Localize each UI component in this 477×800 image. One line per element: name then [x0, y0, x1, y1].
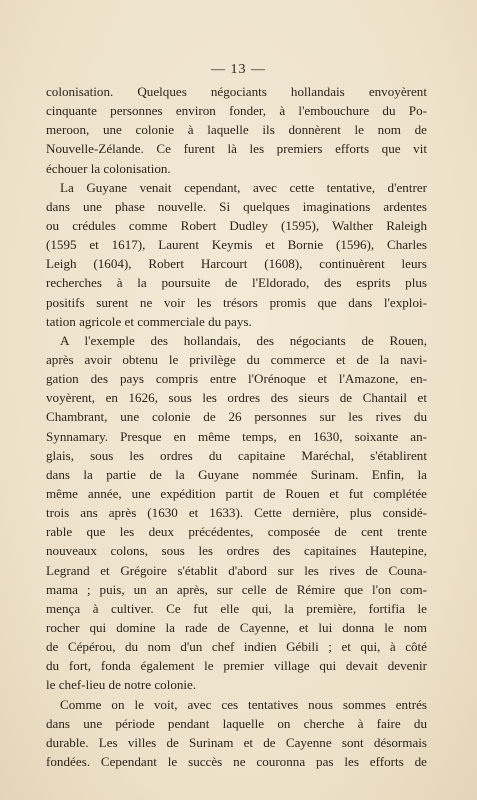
text-line: échouer la colonisation.: [46, 160, 171, 176]
text-line: de Cépérou, du nom d'un chef indien Gébili ; et qui, à côté: [46, 639, 427, 655]
text-line: dans une période pendant laquelle on cherche à faire du: [46, 715, 427, 731]
text-line: colonisation. Quelques négociants hollandais envoyèrent: [46, 84, 427, 99]
page-number: — 13 —: [211, 62, 266, 77]
text-line: dans la partie de la Guyane nommée Surinam. Enfin, la: [46, 466, 427, 482]
text-line: ou crédules comme Robert Dudley (1595), Walther Raleigh: [46, 217, 427, 233]
text-line: (1595 et 1617), Laurent Keymis et Bornie (1596), Charles: [46, 237, 427, 253]
paragraph-2: [46, 178, 427, 331]
text-line: tation agricole et commerciale du pays.: [46, 313, 252, 329]
text-line: le chef-lieu de notre colonie.: [46, 677, 197, 693]
text-line: meroon, une colonie à laquelle ils donnèrent le nom de: [46, 122, 427, 138]
text-line: Leigh (1604), Robert Harcourt (1608), continuèrent leurs: [46, 256, 427, 272]
text-line: mama ; puis, un an après, sur celle de Rémire que l'on com-: [46, 581, 427, 597]
paragraph-4: [46, 695, 427, 772]
text-line: trois ans après (1630 et 1633). Cette dernière, plus considé-: [46, 505, 427, 521]
text-line: positifs surent ne voir les trésors promis que dans l'exploi-: [46, 294, 427, 310]
text-line: Nouvelle-Zélande. Ce furent là les premiers efforts que vit: [46, 141, 427, 157]
text-line: même année, une expédition partit de Rouen et fut complétée: [46, 485, 427, 501]
text-line: rocher qui domine la rade de Cayenne, et lui donna le nom: [46, 619, 427, 635]
text-line: Comme on le voit, avec ces tentatives nous sommes entrés: [60, 696, 427, 712]
text-line: fondées. Cependant le succès ne couronna pas les efforts de: [46, 753, 427, 769]
text-line: La Guyane venait cependant, avec cette tentative, d'entrer: [60, 179, 427, 195]
text-line: Chambrant, une colonie de 26 personnes sur les rives du: [46, 409, 427, 425]
text-line: Synnamary. Presque en même temps, en 1630, soixante an-: [46, 428, 427, 444]
text-line: glais, sous les ordres du capitaine Maréchal, s'établirent: [46, 447, 427, 463]
text-line: voyèrent, en 1626, sous les ordres des sieurs de Chantail et: [46, 390, 427, 406]
text-line: cinquante personnes environ fonder, à l'embouchure du Po-: [46, 103, 427, 119]
text-line: après avoir obtenu le privilège du commerce et de la navi-: [46, 351, 427, 367]
text-line: Legrand et Grégoire s'établit d'abord sur les rives de Couna-: [46, 562, 427, 578]
text-line: recherches à la poursuite de l'Eldorado, des esprits plus: [46, 275, 427, 291]
body-text: [46, 82, 427, 771]
text-line: mença à cultiver. Ce fut elle qui, la première, fortifia le: [46, 600, 427, 616]
text-line: nouveaux colons, sous les ordres des capitaines Hautepine,: [46, 543, 427, 559]
text-line: du fort, fonda également le premier village qui devait devenir: [46, 658, 427, 674]
text-line: gation des pays compris entre l'Orénoque et l'Amazone, en-: [46, 371, 427, 387]
paragraph-3: [46, 331, 427, 695]
text-line: dans une phase nouvelle. Si quelques imaginations ardentes: [46, 198, 427, 214]
text-line: durable. Les villes de Surinam et de Cayenne sont désormais: [46, 734, 427, 750]
paragraph-1: [46, 82, 427, 178]
text-line: A l'exemple des hollandais, des négociants de Rouen,: [60, 332, 427, 348]
text-line: rable que les deux précédentes, composée de cent trente: [46, 524, 427, 540]
